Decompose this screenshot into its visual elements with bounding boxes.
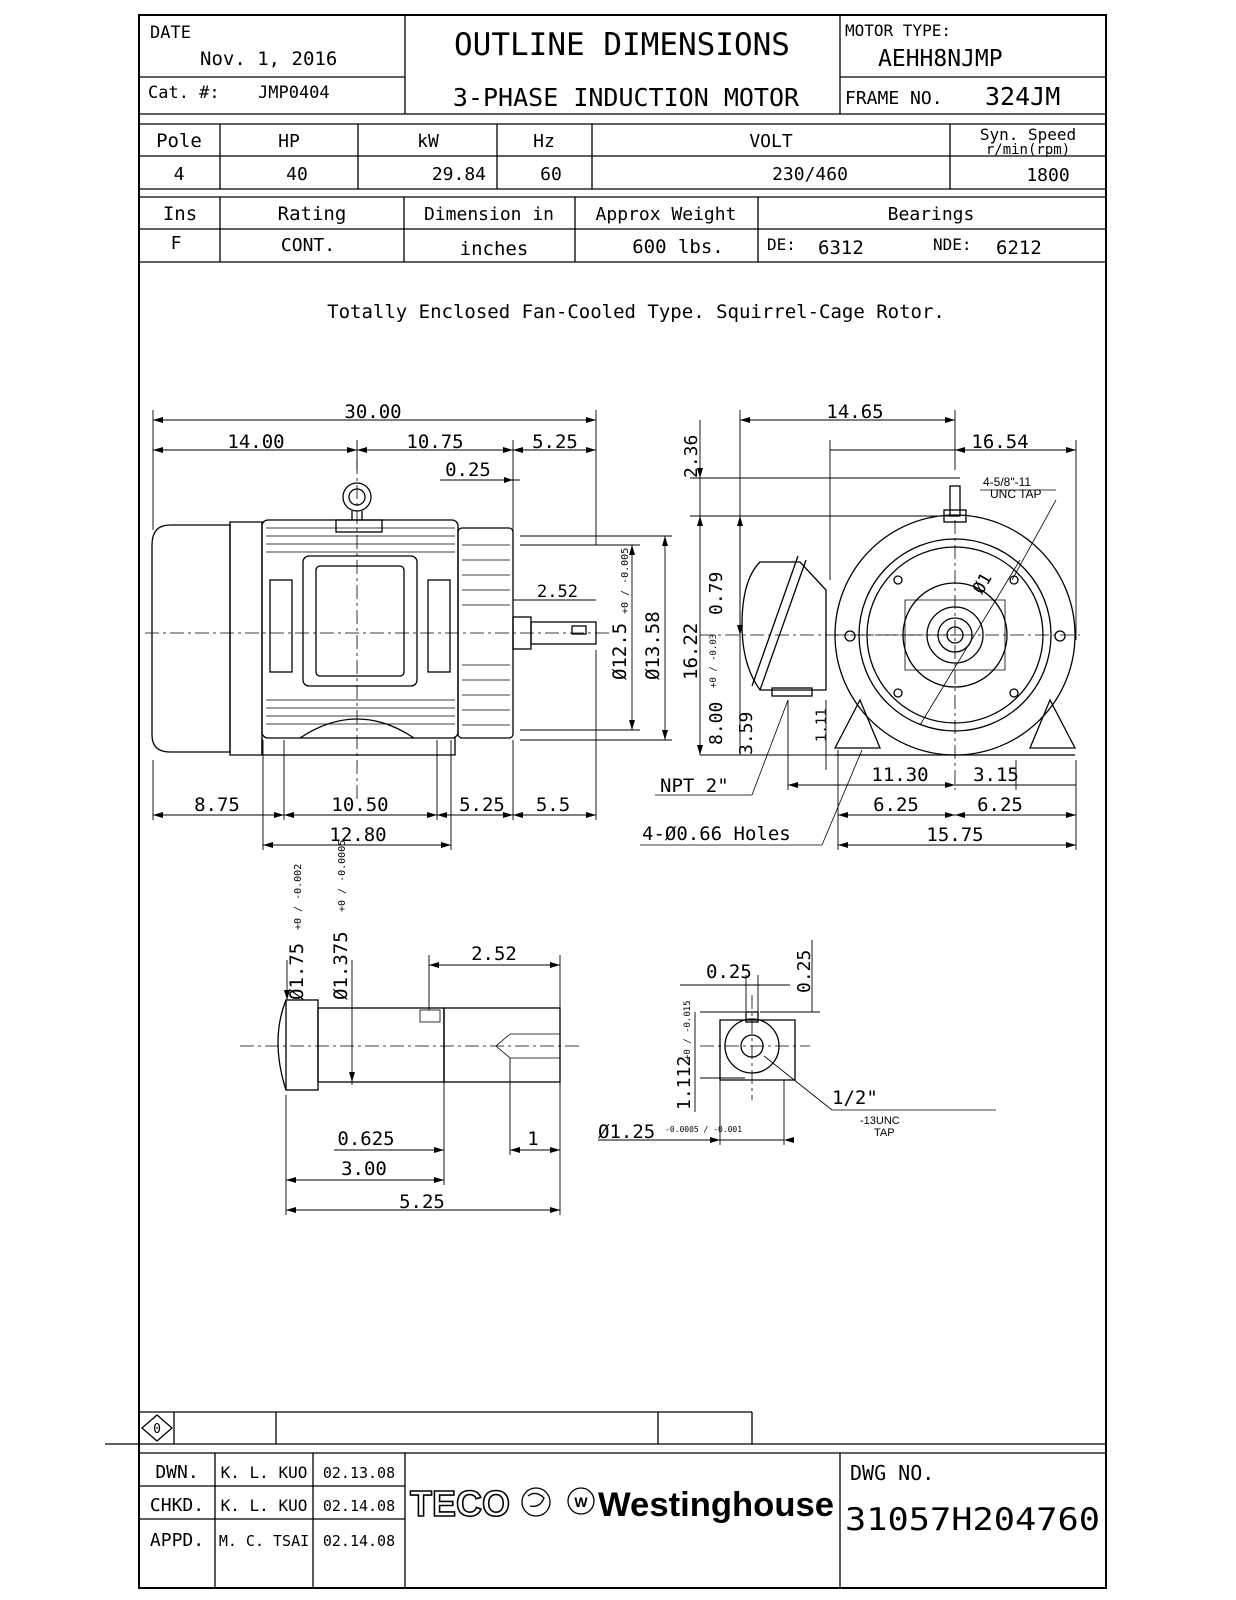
dwn-name: K. L. KUO (220, 1463, 308, 1482)
header-ins: Ins (162, 203, 198, 225)
value-volt: 230/460 (772, 164, 848, 185)
dim-shaft-2-52: 2.52 (471, 943, 517, 965)
dim-1: 1 (527, 1128, 539, 1150)
dim-shaft-5-25: 5.25 (399, 1191, 445, 1213)
end-view (640, 401, 1080, 850)
dim-10-50: 10.50 (331, 794, 389, 816)
de-label: DE: (767, 235, 796, 254)
header-volt: VOLT (749, 131, 793, 152)
header-pole: Pole (156, 130, 202, 152)
drawing-title: OUTLINE DIMENSIONS (454, 27, 790, 63)
dim-key-0-25a: 0.25 (706, 961, 752, 983)
dim-8-00: 8.00 (706, 701, 727, 745)
dim-14: 14.00 (227, 431, 285, 453)
dim-dia-13-58: Ø13.58 (642, 611, 664, 680)
header-weight: Approx Weight (595, 204, 737, 225)
motor-type-label: MOTOR TYPE: (845, 21, 951, 40)
dwg-label: DWG NO. (850, 1461, 935, 1485)
tap-note-2: UNC TAP (990, 487, 1042, 501)
date-label: DATE (150, 23, 191, 43)
dim-5-5: 5.5 (535, 794, 571, 816)
dim-dia-1-25: Ø1.25 (598, 1121, 656, 1143)
cat-label: Cat. #: (148, 83, 220, 103)
revision-symbol: 0 (153, 1422, 161, 1437)
header-rpm: r/min(rpm) (985, 142, 1071, 158)
dwn-date: 02.13.08 (322, 1464, 396, 1482)
dim-key-1-112-tol: +0 / -0.015 (683, 1000, 693, 1060)
dim-15-75: 15.75 (926, 824, 984, 846)
nde-value: 6212 (996, 237, 1042, 259)
holes-note: 4-Ø0.66 Holes (642, 823, 791, 845)
shaft-detail (240, 840, 580, 1215)
chkd-label: CHKD. (149, 1495, 205, 1516)
value-ins: F (170, 233, 182, 254)
dim-bottom-5-25: 5.25 (459, 794, 505, 816)
value-pole: 4 (173, 164, 185, 185)
tap-fraction: 1/2" (832, 1087, 878, 1109)
dim-0-79: 0.79 (706, 571, 727, 615)
approval-block (139, 1453, 1106, 1588)
value-hz: 60 (540, 164, 562, 185)
frame-label: FRAME NO. (845, 88, 943, 109)
dim-12-80: 12.80 (329, 824, 387, 846)
spec-table (139, 124, 1106, 262)
dim-dia-12-5-tol: +0 / -0.005 (620, 547, 631, 614)
revision-strip (105, 1412, 1106, 1444)
header-dimension: Dimension in (423, 204, 555, 225)
appd-date: 02.14.08 (322, 1532, 396, 1550)
dim-3-59: 3.59 (736, 711, 757, 755)
de-value: 6312 (818, 237, 864, 259)
dwg-number: 31057H204760 (845, 1502, 1100, 1538)
nde-label: NDE: (933, 235, 972, 254)
teco-logo: TECO (410, 1483, 511, 1524)
header-hp: HP (278, 131, 300, 152)
dim-0-625: 0.625 (337, 1128, 395, 1150)
chkd-date: 02.14.08 (322, 1497, 396, 1515)
westinghouse-logo: Westinghouse (598, 1486, 834, 1524)
frame-value: 324JM (985, 82, 1061, 111)
dim-side-2-52: 2.52 (537, 582, 578, 602)
dim-8-00-tol: +0 / -0.03 (709, 633, 719, 688)
dim-overall-length: 30.00 (344, 401, 402, 423)
header-hz: Hz (533, 131, 555, 152)
conduit-box (742, 562, 826, 690)
dim-6-25-left: 6.25 (873, 794, 919, 816)
teco-swirl-icon (522, 1488, 550, 1516)
dim-dia-12-5: Ø12.5 (609, 622, 631, 680)
dim-dia-1-375: Ø1.375 (330, 931, 352, 1000)
dim-14-65: 14.65 (826, 401, 884, 423)
tap-word: TAP (874, 1127, 895, 1139)
svg-text:W: W (574, 1494, 588, 1510)
dim-dia-1-75-tol: +0 / -0.002 (293, 863, 304, 930)
chkd-name: K. L. KUO (220, 1496, 308, 1515)
keyway-detail (598, 940, 996, 1145)
tap-unc: -13UNC (860, 1115, 900, 1127)
dim-8-75: 8.75 (194, 794, 240, 816)
fan-cover (152, 525, 230, 752)
tap-note-1: 4-5/8"-11 (983, 475, 1032, 489)
value-syn-speed: 1800 (1026, 165, 1070, 186)
npt-note: NPT 2" (660, 775, 729, 797)
dim-16-22: 16.22 (680, 622, 702, 680)
date-value: Nov. 1, 2016 (200, 48, 338, 70)
header-syn-speed: Syn. Speed (979, 125, 1077, 144)
cat-number: JMP0404 (258, 83, 330, 103)
dim-key-0-25b: 0.25 (794, 949, 815, 993)
side-view (145, 401, 672, 850)
dim-16-54: 16.54 (971, 431, 1029, 453)
dim-0-25: 0.25 (445, 459, 491, 481)
dim-11-30: 11.30 (871, 764, 929, 786)
dim-2-36: 2.36 (681, 434, 702, 478)
motor-type-value: AEHH8NJMP (878, 46, 1003, 72)
dim-6-25-right: 6.25 (977, 794, 1023, 816)
dim-dia-1-25-tol: -0.0005 / -0.001 (665, 1125, 743, 1134)
dim-3-00: 3.00 (341, 1158, 387, 1180)
value-weight: 600 lbs. (632, 236, 724, 258)
header-kw: kW (417, 131, 439, 152)
drawing-subtitle: 3-PHASE INDUCTION MOTOR (452, 83, 800, 112)
motor-description: Totally Enclosed Fan-Cooled Type. Squirrel-Cage Rotor. (327, 301, 945, 323)
terminal-box (303, 556, 417, 686)
value-kw: 29.84 (431, 164, 486, 185)
dim-dia-1-75: Ø1.75 (286, 942, 308, 1000)
value-hp: 40 (286, 164, 308, 185)
dim-3-15: 3.15 (973, 764, 1019, 786)
dwn-label: DWN. (155, 1462, 199, 1483)
dim-1-11: 1.11 (814, 708, 830, 742)
dim-10-75: 10.75 (406, 431, 464, 453)
title-block (139, 15, 1106, 114)
shaft-extension (444, 1008, 560, 1082)
header-bearings: Bearings (887, 204, 975, 225)
feet (262, 719, 455, 755)
dim-5-25: 5.25 (532, 431, 578, 453)
appd-label: APPD. (149, 1530, 205, 1551)
dim-key-1-112: 1.112 (674, 1055, 695, 1110)
appd-name: M. C. TSAI (218, 1532, 310, 1550)
dim-pcd: Ø1 (969, 569, 997, 598)
header-rating: Rating (277, 203, 347, 225)
dim-dia-1-375-tol: +0 / -0.0005 (337, 839, 348, 912)
value-rating: CONT. (280, 235, 336, 256)
value-dimension: inches (459, 238, 529, 260)
